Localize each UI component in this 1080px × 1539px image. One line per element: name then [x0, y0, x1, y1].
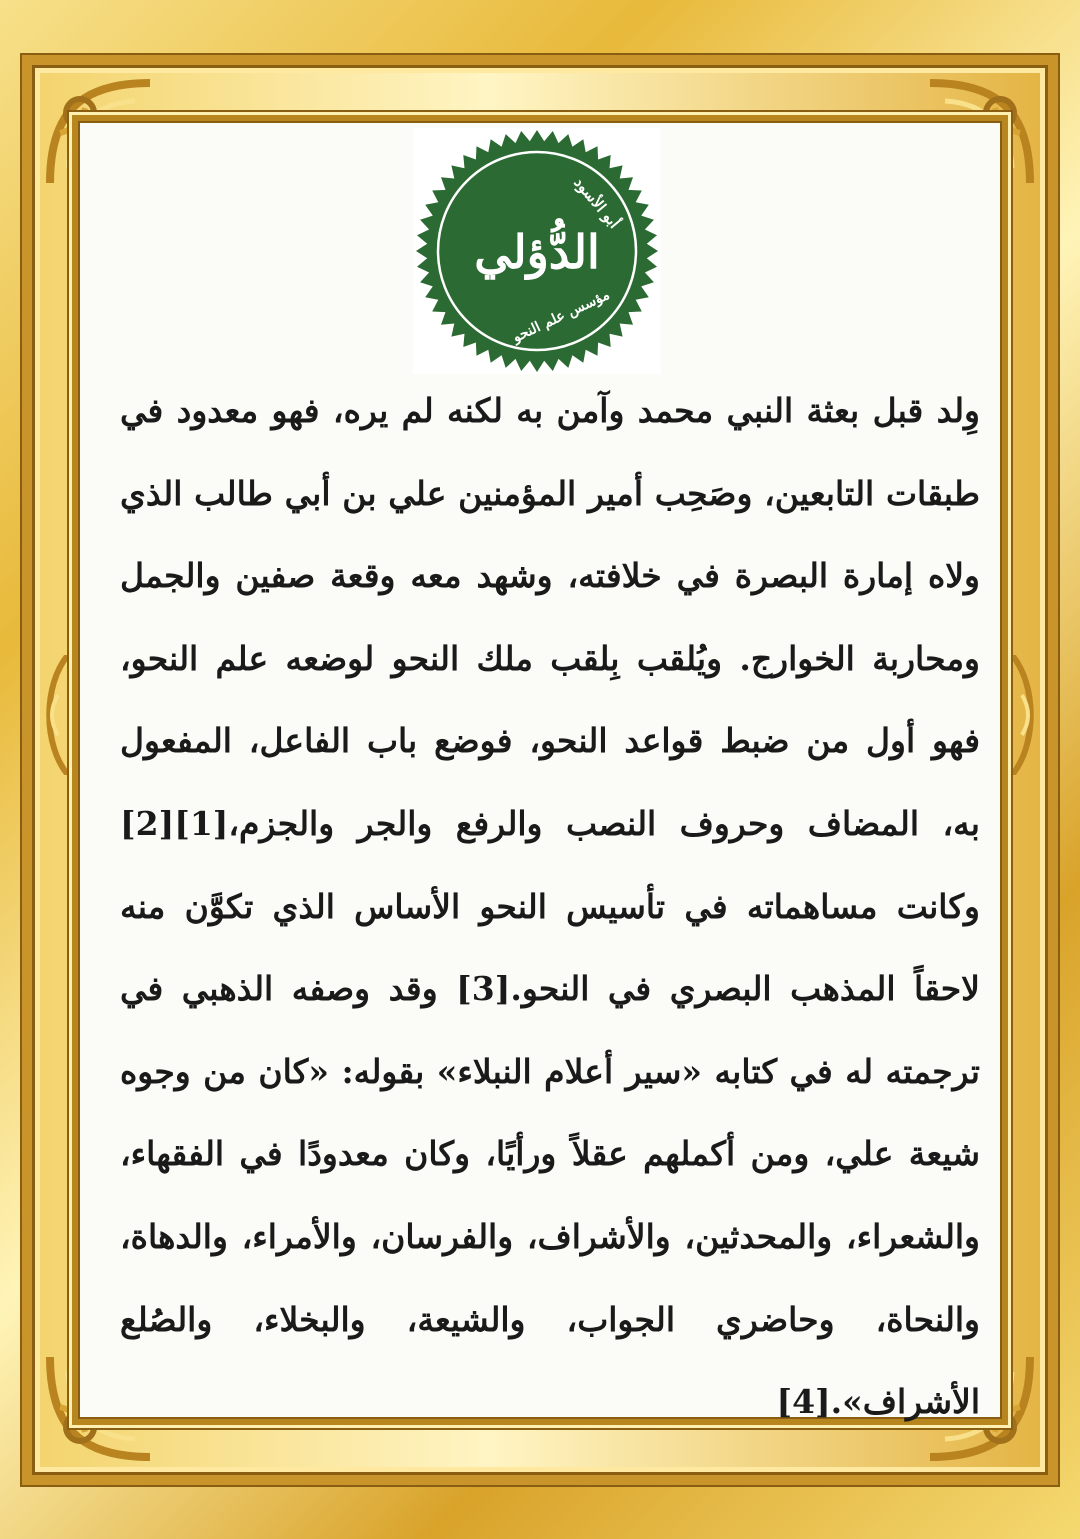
side-ornament-icon	[1002, 655, 1042, 775]
seal-emblem-icon	[413, 128, 661, 374]
article-paragraph: وِلد قبل بعثة النبي محمد وآمن به لكنه لم يره، فهو معدود في طبقات التابعين، وصَحِب أمير المؤمنين علي بن أبي طالب الذي ولاه إمارة البصرة في خلافته، وشهد معه وقعة صفين والجمل ومحاربة الخوارج. ويُلقب بِلقب ملك النحو لوضعه علم النحو، فهو أول من ضبط قواعد النحو، فوضع باب الفاعل، المفعول به، المضاف وحروف النصب والرفع والجر والجزم،[1][2] وكانت مساهماته في تأسيس النحو الأساس الذي تكوَّن منه لاحقاً المذهب البصري في النحو.[3] وقد وصفه الذهبي في ترجمته له في كتابه «سير أعلام النبلاء» بقوله: «كان من وجوه شيعة علي، ومن أكملهم عقلاً ورأيًا، وكان معدودًا في الفقهاء، والشعراء، والمحدثين، والأشراف، والفرسان، والأمراء، والدهاة، والنحاة، وحاضري الجواب، والشيعة، والبخلاء، والصُلع الأشراف».[4]	[120, 391, 980, 1422]
seal-main-text: الدُّؤلي	[474, 225, 600, 279]
seal-logo	[413, 128, 661, 374]
seal-top-text: أبو الأسود	[570, 173, 624, 232]
seal-bottom-text: مؤسس علم النحو	[510, 286, 613, 346]
